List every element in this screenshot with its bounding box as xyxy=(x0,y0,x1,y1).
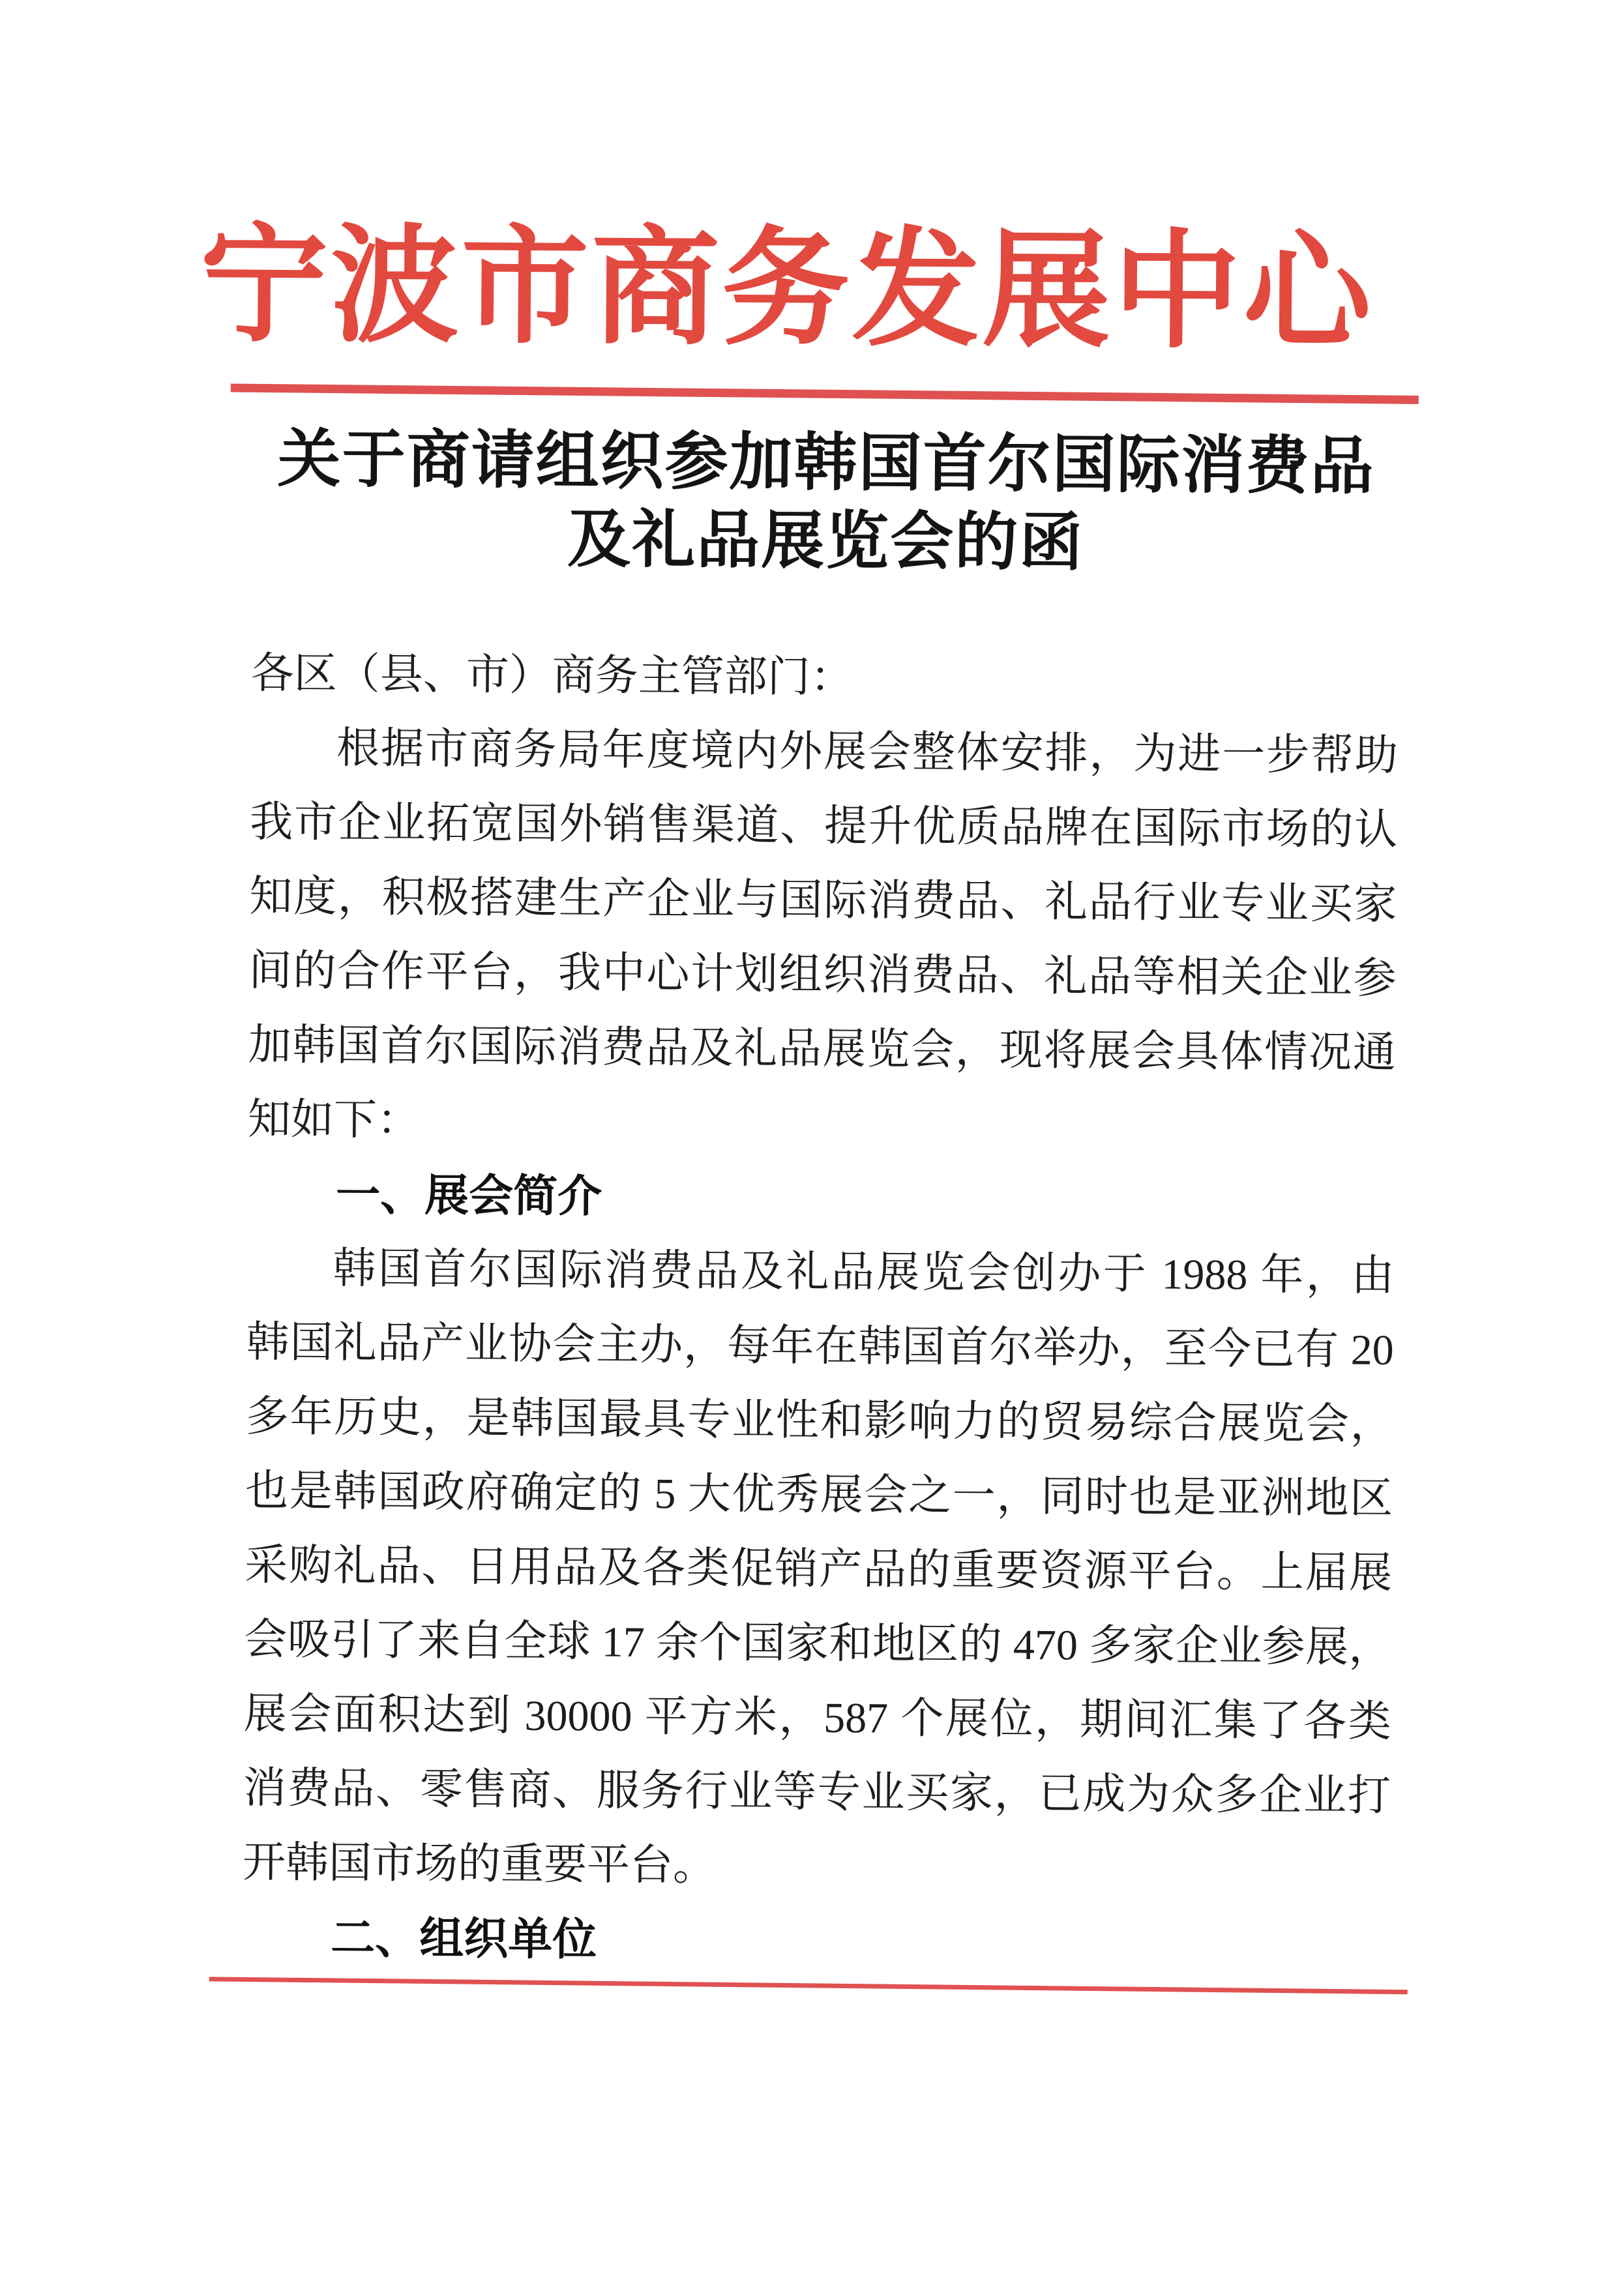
body-line: 消费品、零售商、服务行业等专业买家，已成为众多企业打 xyxy=(243,1764,1391,1820)
section-heading: 二、组织单位 xyxy=(330,1913,597,1965)
body-line: 加韩国首尔国际消费品及礼品展览会，现将展会具体情况通 xyxy=(248,1021,1397,1077)
section-heading: 一、展会简介 xyxy=(335,1170,602,1222)
body-line: 展会面积达到 30000 平方米，587 个展位，期间汇集了各类 xyxy=(243,1690,1391,1746)
body-line: 我市企业拓宽国外销售渠道、提升优质品牌在国际市场的认 xyxy=(249,798,1398,854)
body-line: 根据市商务局年度境内外展会整体安排，为进一步帮助 xyxy=(336,724,1399,780)
body-line: 各区（县、市）商务主管部门： xyxy=(250,649,854,702)
body-line: 韩国首尔国际消费品及礼品展览会创办于 1988 年，由 xyxy=(333,1244,1395,1300)
body-line: 多年历史，是韩国最具专业性和影响力的贸易综合展览会， xyxy=(245,1392,1394,1449)
body-line: 会吸引了来自全球 17 余个国家和地区的 470 多家企业参展， xyxy=(244,1615,1392,1671)
body-line: 知如下： xyxy=(247,1095,421,1145)
letterhead-divider-line xyxy=(231,383,1419,404)
document-title-line2: 及礼品展览会的函 xyxy=(567,505,1084,578)
document-body xyxy=(242,637,1399,1982)
body-line: 采购礼品、日用品及各类促销产品的重要资源平台。上届展 xyxy=(244,1541,1393,1597)
document-title xyxy=(252,420,1401,585)
body-line: 也是韩国政府确定的 5 大优秀展会之一，同时也是亚洲地区 xyxy=(245,1467,1393,1523)
body-line: 间的合作平台，我中心计划组织消费品、礼品等相关企业参 xyxy=(248,947,1397,1003)
body-line: 韩国礼品产业协会主办，每年在韩国首尔举办，至今已有 20 xyxy=(246,1318,1394,1374)
letterhead-org-name: 宁波市商务发展中心 xyxy=(200,215,1374,365)
body-line: 知度，积极搭建生产企业与国际消费品、礼品行业专业买家 xyxy=(249,872,1397,928)
body-line: 开韩国市场的重要平台。 xyxy=(242,1838,717,1890)
document-title-line1: 关于商请组织参加韩国首尔国际消费品 xyxy=(277,424,1375,502)
